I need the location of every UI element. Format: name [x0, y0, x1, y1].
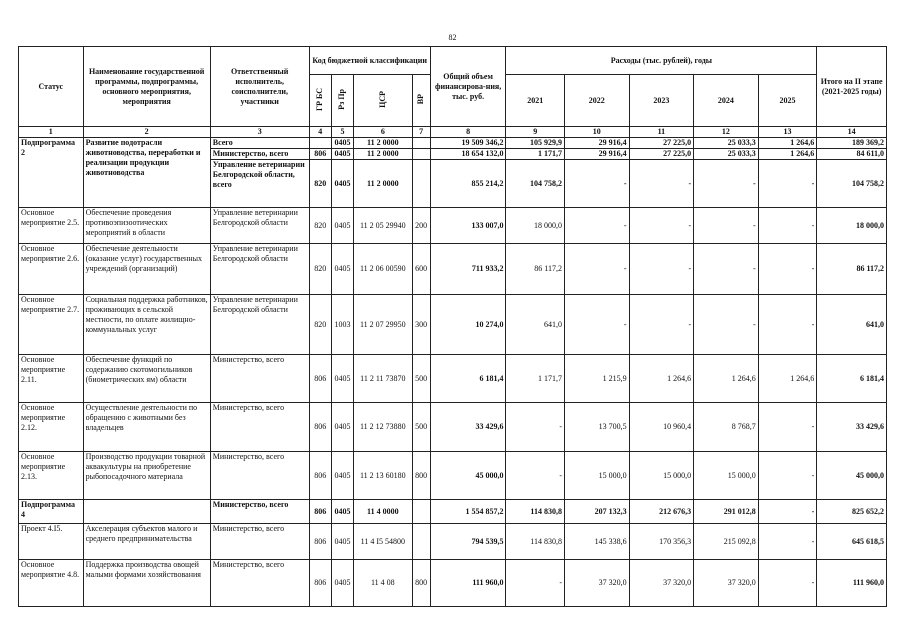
header-year-2023: 2023	[629, 75, 694, 127]
row-2023: 15 000,0	[629, 452, 694, 500]
row-status: Основное мероприятие 2.7.	[19, 295, 84, 355]
row-2025: 1 264,6	[758, 149, 817, 160]
table-row	[19, 500, 887, 524]
row-name: Обеспечение проведения противоэпизоотических мероприятий в области	[83, 208, 210, 244]
row-2022: 15 000,0	[564, 452, 629, 500]
column-index: 4	[309, 127, 331, 138]
row-csr: 11 2 12 73880	[354, 403, 413, 452]
row-2023: 27 225,0	[629, 149, 694, 160]
row-grbs: 806	[309, 149, 331, 160]
row-name: Производство продукции товарной аквакультуры на приобретение рыбопосадочного материала	[83, 452, 210, 500]
row-2024: 215 092,8	[694, 524, 759, 560]
row-2021: 114 830,8	[506, 524, 565, 560]
row-stage-total: 104 758,2	[817, 160, 887, 208]
row-2022: 13 700,5	[564, 403, 629, 452]
header-grbs-label: ГР БС	[315, 87, 325, 111]
row-executor: Министерство, всего	[210, 452, 309, 500]
row-stage-total: 645 618,5	[817, 524, 887, 560]
row-status: Основное мероприятие 2.13.	[19, 452, 84, 500]
row-total: 133 007,0	[430, 208, 506, 244]
row-total: 111 960,0	[430, 560, 506, 607]
row-2025: -	[758, 524, 817, 560]
header-rzpr-label: Рз Пр	[337, 88, 347, 110]
row-name: Акселерация субъектов малого и среднего предпринимательства	[83, 524, 210, 560]
header-expenses: Расходы (тыс. рублей), годы	[506, 47, 817, 75]
row-2022: 37 320,0	[564, 560, 629, 607]
header-year-2021: 2021	[506, 75, 565, 127]
row-vr: 800	[412, 560, 430, 607]
header-vr	[412, 75, 430, 127]
row-2021: 105 929,9	[506, 138, 565, 149]
row-name: Поддержка производства овощей малыми формами хозяйствования	[83, 560, 210, 607]
row-vr	[412, 149, 430, 160]
row-2024: -	[694, 160, 759, 208]
column-index: 1	[19, 127, 84, 138]
row-2025: -	[758, 452, 817, 500]
row-2022: 29 916,4	[564, 149, 629, 160]
row-vr	[412, 524, 430, 560]
row-2024: 15 000,0	[694, 452, 759, 500]
row-2021: -	[506, 560, 565, 607]
row-2023: 170 356,3	[629, 524, 694, 560]
row-grbs: 820	[309, 208, 331, 244]
row-2023: -	[629, 244, 694, 295]
column-index-row	[19, 127, 887, 138]
row-rzpr: 0405	[331, 208, 353, 244]
row-2023: -	[629, 295, 694, 355]
row-executor: Министерство, всего	[210, 355, 309, 403]
row-stage-total: 825 652,2	[817, 500, 887, 524]
row-2022: 145 338,6	[564, 524, 629, 560]
column-index: 7	[412, 127, 430, 138]
row-2022: -	[564, 244, 629, 295]
row-total: 1 554 857,2	[430, 500, 506, 524]
row-status: Подпрограмма 4	[19, 500, 84, 524]
row-2021: 114 830,8	[506, 500, 565, 524]
table-row	[19, 560, 887, 607]
row-total: 33 429,6	[430, 403, 506, 452]
row-csr: 11 2 0000	[354, 160, 413, 208]
header-executor: Ответственный исполнитель, соисполнители, участники	[210, 47, 309, 127]
row-stage-total: 33 429,6	[817, 403, 887, 452]
table-row	[19, 138, 887, 149]
header-year-2025: 2025	[758, 75, 817, 127]
row-2024: -	[694, 244, 759, 295]
row-vr: 800	[412, 452, 430, 500]
row-rzpr: 0405	[331, 524, 353, 560]
row-grbs: 806	[309, 355, 331, 403]
row-total: 855 214,2	[430, 160, 506, 208]
row-executor: Всего	[210, 138, 309, 149]
row-total: 794 539,5	[430, 524, 506, 560]
row-2024: 25 033,3	[694, 149, 759, 160]
row-grbs: 820	[309, 160, 331, 208]
column-index: 5	[331, 127, 353, 138]
row-2023: 1 264,6	[629, 355, 694, 403]
page-number: 82	[448, 33, 457, 42]
row-2021: 86 117,2	[506, 244, 565, 295]
row-total: 45 000,0	[430, 452, 506, 500]
row-csr: 11 2 13 60180	[354, 452, 413, 500]
table-row	[19, 244, 887, 295]
row-2021: 1 171,7	[506, 149, 565, 160]
row-executor: Министерство, всего	[210, 403, 309, 452]
row-status: Основное мероприятие 2.5.	[19, 208, 84, 244]
row-2025: -	[758, 244, 817, 295]
row-name: Социальная поддержка работников, проживающих в сельской местности, по оплате жилищно-коммунальных услуг	[83, 295, 210, 355]
row-2023: -	[629, 208, 694, 244]
row-2025: -	[758, 560, 817, 607]
row-name: Осуществление деятельности по обращению с животными без владельцев	[83, 403, 210, 452]
row-csr: 11 2 06 00590	[354, 244, 413, 295]
header-status: Статус	[19, 47, 84, 127]
row-total: 711 933,2	[430, 244, 506, 295]
row-2022: -	[564, 208, 629, 244]
row-status: Проект 4.I5.	[19, 524, 84, 560]
row-executor: Управление ветеринарии Белгородской области, всего	[210, 160, 309, 208]
row-2022: 29 916,4	[564, 138, 629, 149]
row-2021: 18 000,0	[506, 208, 565, 244]
row-2025: -	[758, 208, 817, 244]
row-executor: Министерство, всего	[210, 560, 309, 607]
row-2023: 10 960,4	[629, 403, 694, 452]
row-executor: Министерство, всего	[210, 149, 309, 160]
row-2024: 8 768,7	[694, 403, 759, 452]
row-status: Основное мероприятие 2.12.	[19, 403, 84, 452]
column-index: 10	[564, 127, 629, 138]
row-rzpr: 0405	[331, 160, 353, 208]
row-name: Развитие подотрасли животноводства, переработки и реализации продукции животноводства	[83, 138, 210, 208]
row-grbs: 806	[309, 500, 331, 524]
column-index: 8	[430, 127, 506, 138]
row-executor: Министерство, всего	[210, 500, 309, 524]
row-grbs: 806	[309, 403, 331, 452]
row-total: 18 654 132,0	[430, 149, 506, 160]
row-rzpr: 0405	[331, 452, 353, 500]
header-stage-total: Итого на II этапе (2021-2025 годы)	[817, 47, 887, 127]
row-csr: 11 4 08	[354, 560, 413, 607]
header-total-financing: Общий объем финансирова-ния, тыс. руб.	[430, 47, 506, 127]
header-csr-label: ЦСР	[377, 90, 387, 108]
row-vr: 200	[412, 208, 430, 244]
row-2025: -	[758, 500, 817, 524]
row-stage-total: 86 117,2	[817, 244, 887, 295]
column-index: 14	[817, 127, 887, 138]
row-vr	[412, 160, 430, 208]
header-vr-label: ВР	[416, 93, 426, 105]
row-name: Обеспечение функций по содержанию скотомогильников (биометрических ям) области	[83, 355, 210, 403]
row-2025: -	[758, 160, 817, 208]
row-2022: 207 132,3	[564, 500, 629, 524]
row-total: 19 509 346,2	[430, 138, 506, 149]
row-rzpr: 0405	[331, 149, 353, 160]
column-index: 2	[83, 127, 210, 138]
row-2023: -	[629, 160, 694, 208]
row-stage-total: 45 000,0	[817, 452, 887, 500]
row-2022: -	[564, 160, 629, 208]
table-row	[19, 403, 887, 452]
row-vr: 500	[412, 403, 430, 452]
row-grbs	[309, 138, 331, 149]
row-2024: 25 033,3	[694, 138, 759, 149]
row-total: 10 274,0	[430, 295, 506, 355]
row-executor: Управление ветеринарии Белгородской области	[210, 208, 309, 244]
row-2024: 37 320,0	[694, 560, 759, 607]
row-stage-total: 111 960,0	[817, 560, 887, 607]
header-budget-code: Код бюджетной классификации	[309, 47, 430, 75]
table-row	[19, 524, 887, 560]
column-index: 12	[694, 127, 759, 138]
row-rzpr: 0405	[331, 138, 353, 149]
table-row	[19, 355, 887, 403]
row-vr	[412, 138, 430, 149]
table-row	[19, 295, 887, 355]
row-csr: 11 2 0000	[354, 138, 413, 149]
row-vr: 300	[412, 295, 430, 355]
row-grbs: 806	[309, 560, 331, 607]
row-2023: 212 676,3	[629, 500, 694, 524]
row-stage-total: 6 181,4	[817, 355, 887, 403]
row-stage-total: 641,0	[817, 295, 887, 355]
row-name: Обеспечение деятельности (оказание услуг) государственных учреждений (организаций)	[83, 244, 210, 295]
row-2025: 1 264,6	[758, 355, 817, 403]
column-index: 11	[629, 127, 694, 138]
row-status: Основное мероприятие 4.8.	[19, 560, 84, 607]
row-2024: -	[694, 208, 759, 244]
row-2025: -	[758, 295, 817, 355]
row-2024: -	[694, 295, 759, 355]
row-2023: 37 320,0	[629, 560, 694, 607]
row-name	[83, 500, 210, 524]
row-rzpr: 0405	[331, 355, 353, 403]
row-csr: 11 2 11 73870	[354, 355, 413, 403]
row-vr: 500	[412, 355, 430, 403]
row-2022: 1 215,9	[564, 355, 629, 403]
header-name: Наименование государственной программы, подпрограммы, основного мероприятия, мероприятия	[83, 47, 210, 127]
row-2021: -	[506, 452, 565, 500]
header-rzpr	[331, 75, 353, 127]
header-year-2024: 2024	[694, 75, 759, 127]
budget-table	[18, 46, 887, 607]
row-total: 6 181,4	[430, 355, 506, 403]
column-index: 3	[210, 127, 309, 138]
row-2021: 104 758,2	[506, 160, 565, 208]
row-executor: Министерство, всего	[210, 524, 309, 560]
table-row	[19, 452, 887, 500]
row-rzpr: 0405	[331, 403, 353, 452]
row-grbs: 806	[309, 524, 331, 560]
column-index: 9	[506, 127, 565, 138]
row-executor: Управление ветеринарии Белгородской области	[210, 244, 309, 295]
row-csr: 11 2 07 29950	[354, 295, 413, 355]
column-index: 13	[758, 127, 817, 138]
table-row	[19, 208, 887, 244]
row-csr: 11 4 I5 54800	[354, 524, 413, 560]
row-rzpr: 0405	[331, 500, 353, 524]
row-2021: -	[506, 403, 565, 452]
row-2025: -	[758, 403, 817, 452]
row-csr: 11 2 05 29940	[354, 208, 413, 244]
row-2021: 1 171,7	[506, 355, 565, 403]
row-vr	[412, 500, 430, 524]
row-2024: 291 012,8	[694, 500, 759, 524]
row-rzpr: 0405	[331, 560, 353, 607]
row-stage-total: 189 369,2	[817, 138, 887, 149]
row-status: Основное мероприятие 2.11.	[19, 355, 84, 403]
row-2025: 1 264,6	[758, 138, 817, 149]
row-vr: 600	[412, 244, 430, 295]
row-2024: 1 264,6	[694, 355, 759, 403]
row-rzpr: 1003	[331, 295, 353, 355]
header-year-2022: 2022	[564, 75, 629, 127]
column-index: 6	[354, 127, 413, 138]
row-csr: 11 4 0000	[354, 500, 413, 524]
row-stage-total: 18 000,0	[817, 208, 887, 244]
row-rzpr: 0405	[331, 244, 353, 295]
row-2023: 27 225,0	[629, 138, 694, 149]
row-grbs: 820	[309, 295, 331, 355]
row-grbs: 820	[309, 244, 331, 295]
header-grbs	[309, 75, 331, 127]
row-grbs: 806	[309, 452, 331, 500]
row-status: Подпрограмма 2	[19, 138, 84, 208]
row-executor: Управление ветеринарии Белгородской области	[210, 295, 309, 355]
row-stage-total: 84 611,0	[817, 149, 887, 160]
row-2022: -	[564, 295, 629, 355]
row-status: Основное мероприятие 2.6.	[19, 244, 84, 295]
row-2021: 641,0	[506, 295, 565, 355]
row-csr: 11 2 0000	[354, 149, 413, 160]
header-csr	[354, 75, 413, 127]
